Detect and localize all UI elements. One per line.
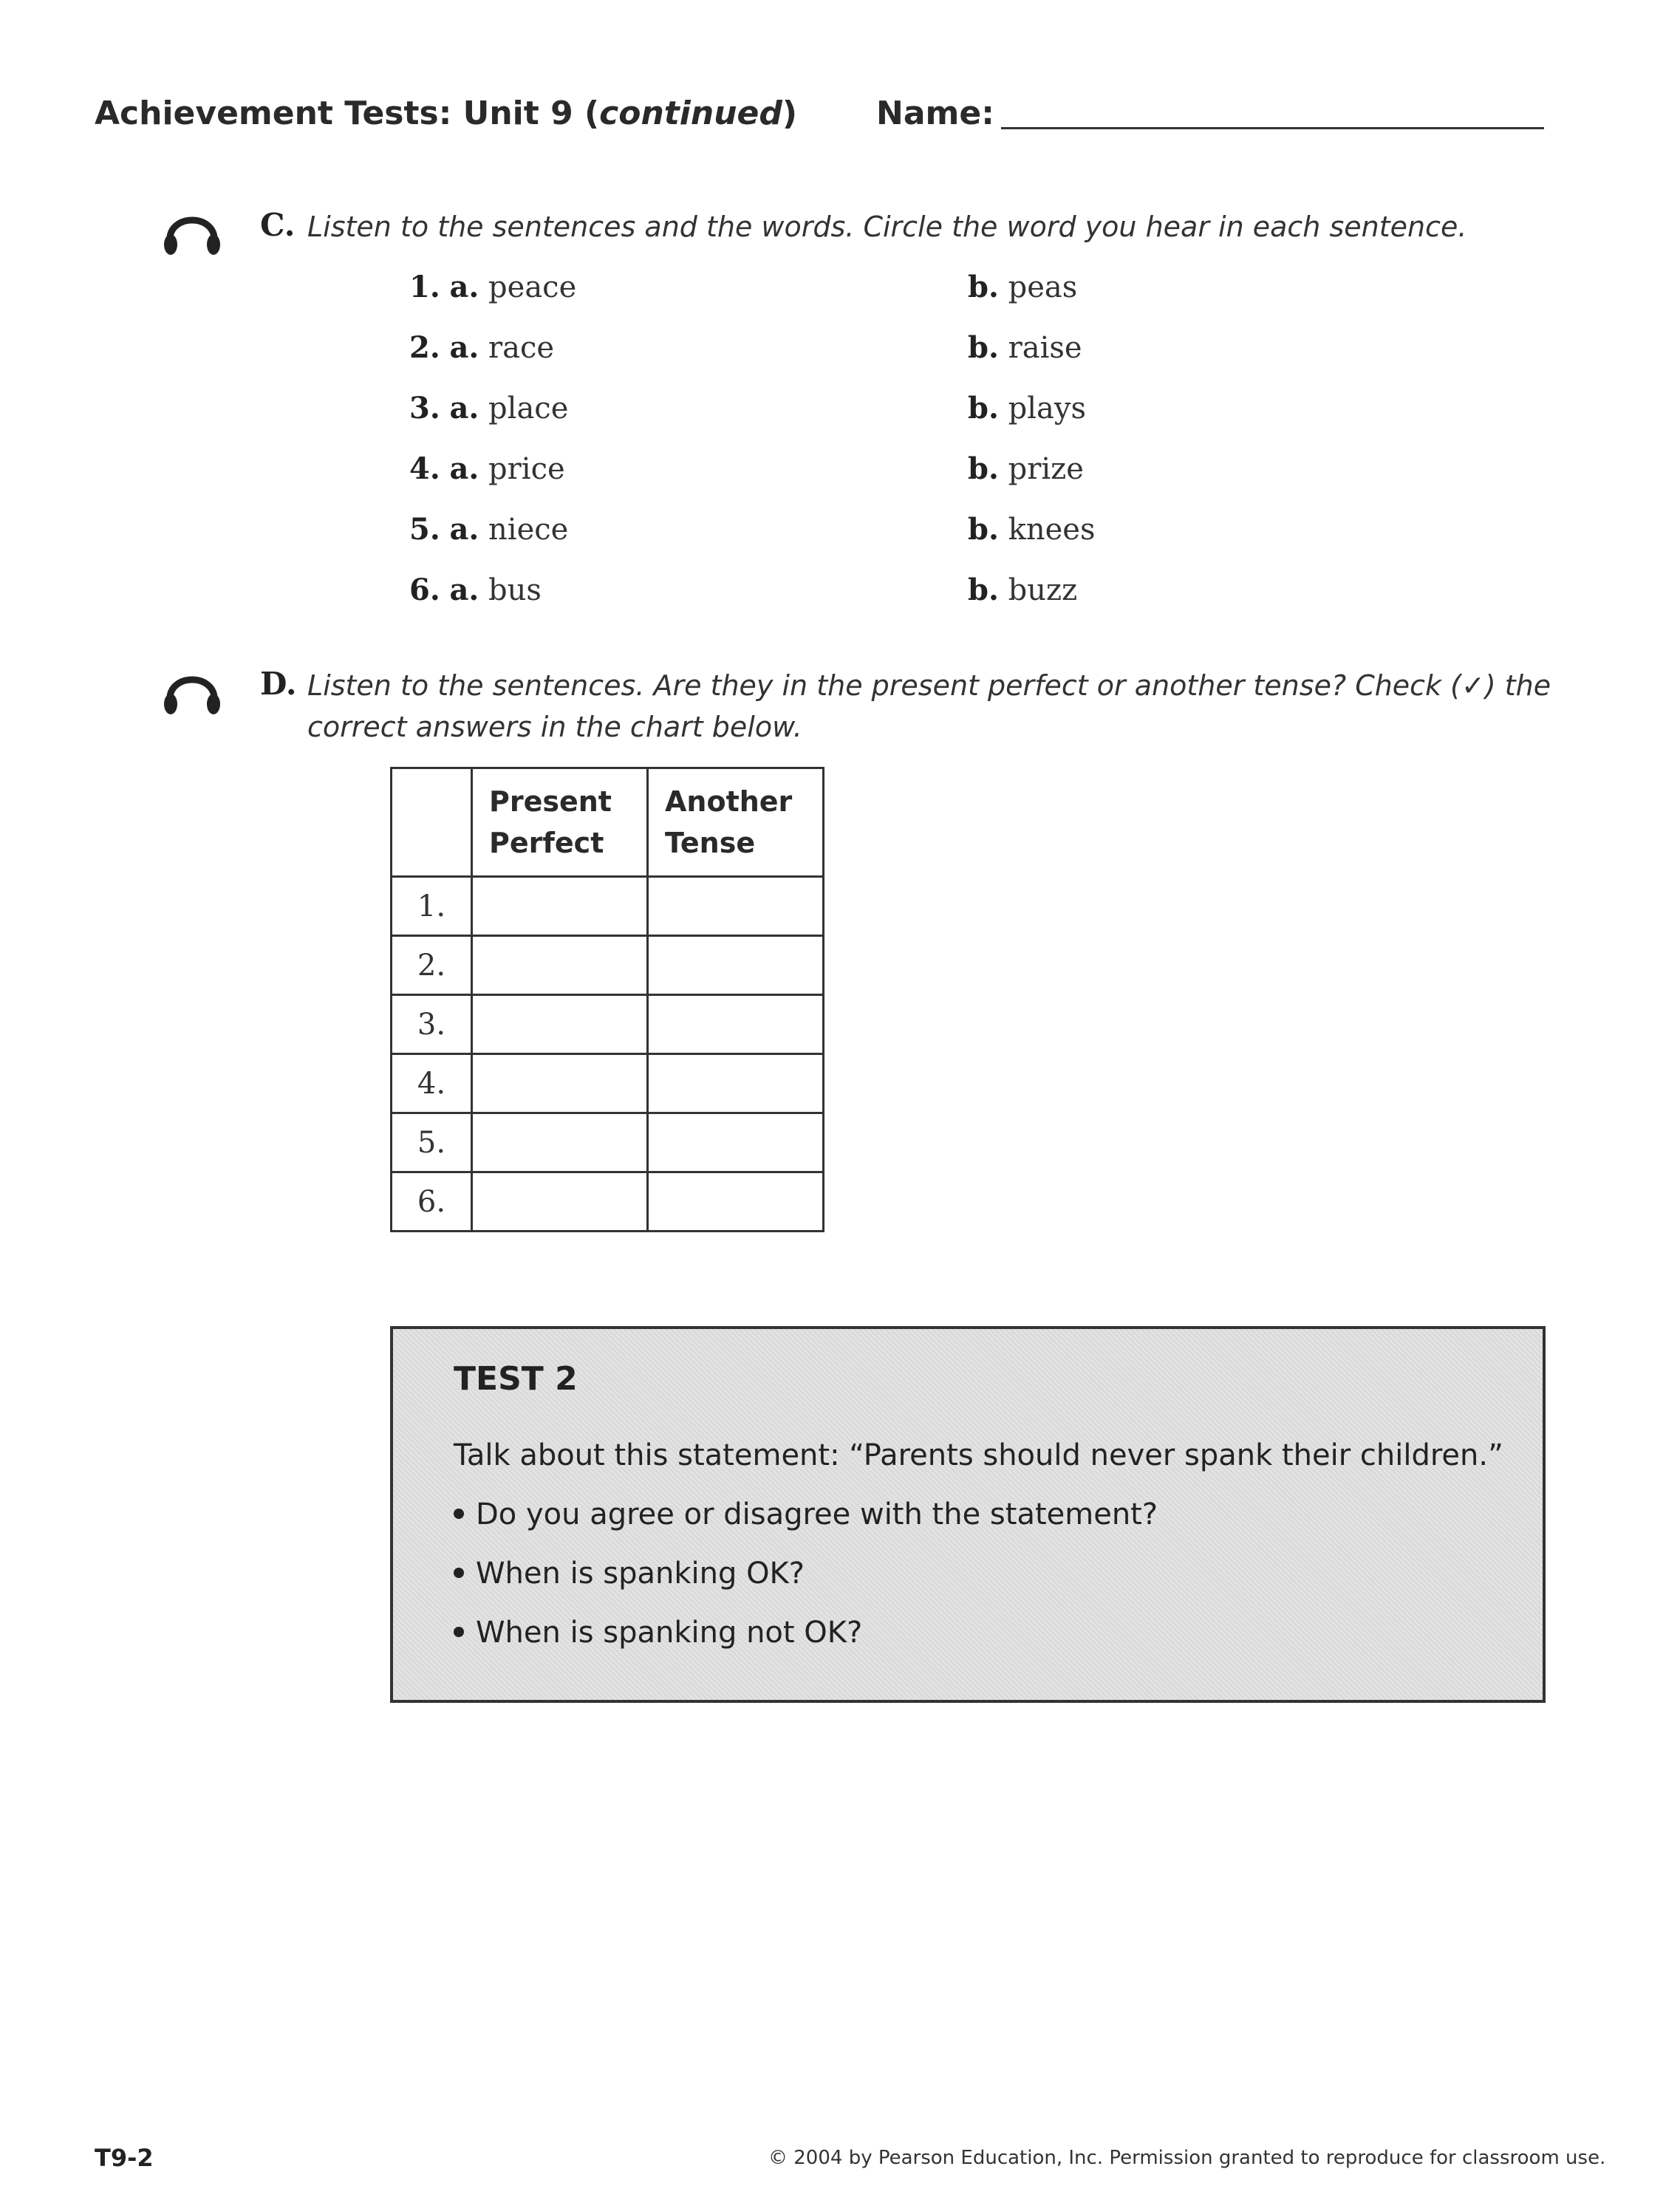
section-d-instruction-line-1: Listen to the sentences. Are they in the present perfect or another tense? Check (✓) the — [307, 669, 1551, 702]
title-main: Achievement Tests: Unit 9 ( — [95, 95, 600, 132]
check-cell-another-tense[interactable] — [648, 1172, 824, 1232]
check-cell-present-perfect[interactable] — [472, 1113, 648, 1172]
row-number: 4. — [392, 1054, 472, 1113]
item-1-option-a[interactable]: 1. a. peace — [409, 270, 577, 304]
table-row — [392, 1054, 824, 1113]
item-4-option-a[interactable]: 4. a. price — [409, 451, 565, 486]
title-end: ) — [782, 95, 797, 132]
check-cell-present-perfect[interactable] — [472, 1054, 648, 1113]
copyright-notice: © 2004 by Pearson Education, Inc. Permission granted to reproduce for classroom use. — [768, 2147, 1606, 2169]
check-cell-another-tense[interactable] — [648, 877, 824, 936]
test-2-statement: Talk about this statement: “Parents should never spank their children.” — [454, 1438, 1503, 1472]
name-field-line[interactable] — [1001, 127, 1544, 129]
page-title — [95, 95, 797, 132]
row-number: 6. — [392, 1172, 472, 1232]
chart-corner-cell — [392, 768, 472, 877]
item-5-option-b[interactable]: b. knees — [968, 512, 1096, 547]
row-number: 1. — [392, 877, 472, 936]
item-2-option-a[interactable]: 2. a. race — [409, 330, 555, 365]
test-2-title: TEST 2 — [454, 1360, 578, 1398]
check-cell-present-perfect[interactable] — [472, 936, 648, 995]
item-3-option-a[interactable]: 3. a. place — [409, 391, 569, 426]
title-continued: continued — [599, 95, 782, 132]
section-c-instruction: Listen to the sentences and the words. Circle the word you hear in each sentence. — [307, 211, 1467, 243]
headphones-icon — [160, 658, 225, 718]
test-2-box — [390, 1326, 1546, 1703]
table-row — [392, 995, 824, 1054]
bullet-dot-icon — [454, 1568, 464, 1578]
header-another-tense: Another Tense — [648, 768, 824, 877]
table-row — [392, 877, 824, 936]
header-present-perfect: Present Perfect — [472, 768, 648, 877]
row-number: 5. — [392, 1113, 472, 1172]
row-number: 2. — [392, 936, 472, 995]
table-row — [392, 1113, 824, 1172]
check-cell-another-tense[interactable] — [648, 1113, 824, 1172]
item-5-option-a[interactable]: 5. a. niece — [409, 512, 569, 547]
check-cell-present-perfect[interactable] — [472, 995, 648, 1054]
item-4-option-b[interactable]: b. prize — [968, 451, 1084, 486]
item-6-option-a[interactable]: 6. a. bus — [409, 573, 542, 607]
bullet-dot-icon — [454, 1509, 464, 1519]
check-cell-another-tense[interactable] — [648, 995, 824, 1054]
headphones-icon — [160, 198, 225, 259]
table-row — [392, 936, 824, 995]
answer-chart — [390, 767, 824, 1232]
chart-header-row — [392, 768, 824, 877]
bullet-item: When is spanking OK? — [454, 1557, 805, 1591]
check-cell-another-tense[interactable] — [648, 1054, 824, 1113]
row-number: 3. — [392, 995, 472, 1054]
item-1-option-b[interactable]: b. peas — [968, 270, 1078, 304]
check-cell-present-perfect[interactable] — [472, 1172, 648, 1232]
item-3-option-b[interactable]: b. plays — [968, 391, 1086, 426]
item-2-option-b[interactable]: b. raise — [968, 330, 1082, 365]
section-d-instruction-line-2: correct answers in the chart below. — [307, 711, 802, 743]
check-cell-present-perfect[interactable] — [472, 877, 648, 936]
page-number: T9-2 — [95, 2144, 154, 2172]
section-c-letter: C. — [260, 207, 296, 243]
bullet-item: Do you agree or disagree with the statement? — [454, 1497, 1158, 1531]
check-cell-another-tense[interactable] — [648, 936, 824, 995]
table-row — [392, 1172, 824, 1232]
bullet-item: When is spanking not OK? — [454, 1616, 862, 1650]
item-6-option-b[interactable]: b. buzz — [968, 573, 1078, 607]
section-d-letter: D. — [260, 666, 297, 702]
bullet-dot-icon — [454, 1627, 464, 1637]
name-label: Name: — [876, 95, 994, 132]
